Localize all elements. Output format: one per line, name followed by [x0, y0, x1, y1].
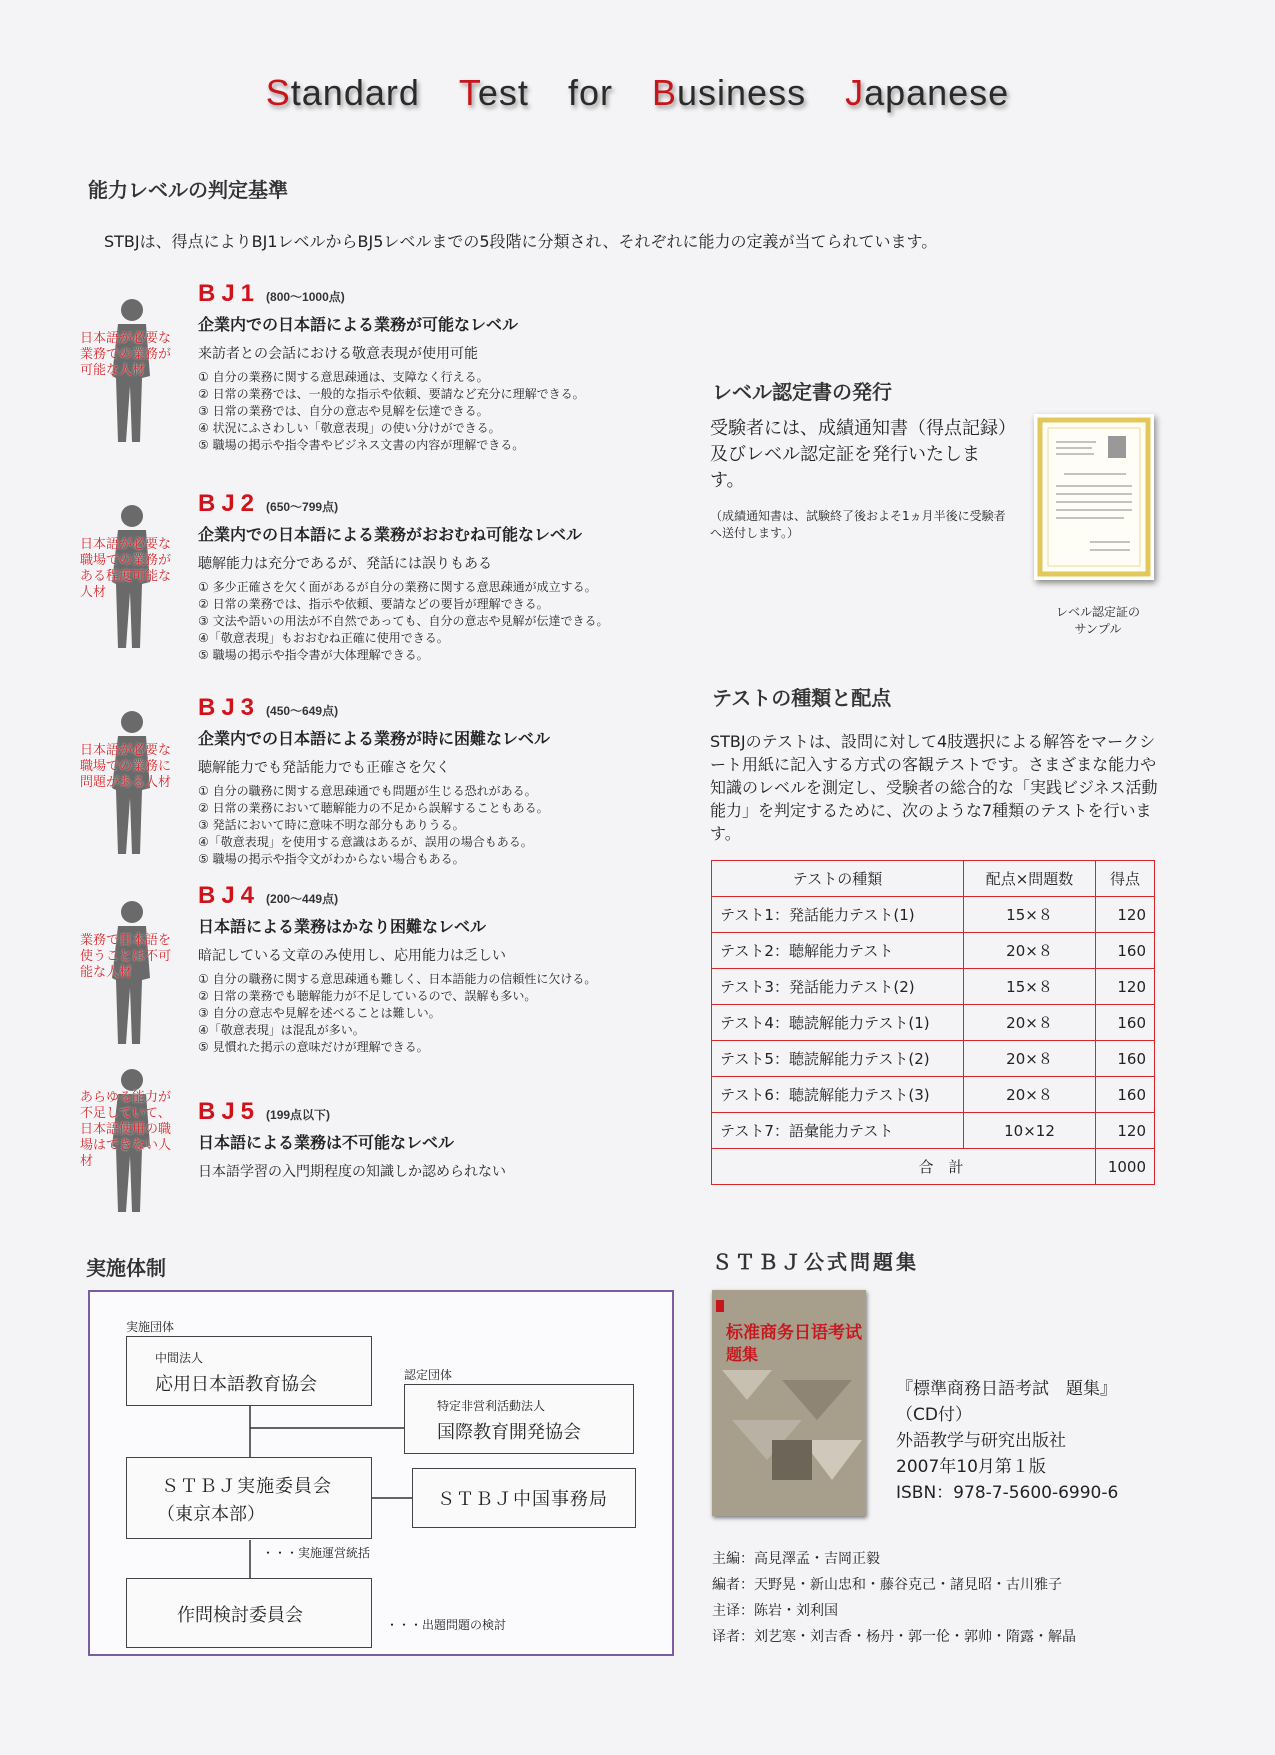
table-header-row [712, 861, 1155, 897]
question-note: ・・・出題問題の検討 [386, 1618, 507, 1632]
implementer-name: 応用日本語教育協会 [155, 1374, 317, 1395]
level-bj5 [198, 1098, 506, 1181]
level-item: ① 自分の職務に関する意思疎通も難しく、日本語能力の信頼性に欠ける。 [198, 972, 597, 986]
level-item: ⑤ 見慣れた掲示の意味だけが理解できる。 [198, 1040, 429, 1054]
level-summary: 暗記している文章のみ使用し、応用能力は乏しい [198, 948, 506, 964]
level-range: (200〜449点) [266, 892, 339, 906]
certifier-box [404, 1384, 634, 1454]
book-heading: ＳＴＢＪ公式問題集 [712, 1250, 919, 1274]
score-table [711, 860, 1155, 1185]
figure-label: 業務で日本語を使うことは不可能な人材 [80, 933, 172, 980]
level-range: (199点以下) [266, 1108, 331, 1122]
level-name: BJ3 [198, 694, 261, 721]
person-figure-bj1 [80, 296, 190, 446]
level-item: ② 日常の業務では、指示や依頼、要請などの要旨が理解できる。 [198, 597, 549, 611]
level-headline: 企業内での日本語による業務が可能なレベル [198, 315, 519, 334]
committee-name: ＳＴＢＪ実施委員会 [161, 1476, 332, 1497]
book-info [896, 1376, 1118, 1506]
criteria-heading: 能力レベルの判定基準 [88, 178, 288, 202]
level-name: BJ4 [198, 882, 261, 909]
book-credits [712, 1546, 1076, 1650]
certifier-name: 国際教育開発協会 [437, 1422, 581, 1443]
credit-line: 主編：高見澤孟・吉岡正毅 [712, 1551, 880, 1567]
level-bj4 [198, 882, 596, 1056]
table-row: テスト3：発話能力テスト(2) 15×８ 120 [712, 969, 1155, 1005]
table-row: テスト2：聴解能力テスト 20×８ 160 [712, 933, 1155, 969]
organization-heading: 実施体制 [86, 1256, 166, 1280]
implementer-label: 実施団体 [126, 1320, 175, 1334]
level-items [198, 971, 596, 1056]
level-item: ③ 発話において時に意味不明な部分もありうる。 [198, 818, 465, 832]
question-committee-name: 作問検討委員会 [177, 1605, 303, 1626]
book-title: 『標準商務日語考試 題集』 [896, 1379, 1117, 1399]
certificate-heading: レベル認定書の発行 [712, 380, 892, 404]
person-figure-bj3 [80, 708, 190, 858]
level-item: ④「敬意表現」は混乱が多い。 [198, 1023, 365, 1037]
level-bj3 [198, 694, 550, 868]
level-item: ④「敬意表現」もおおむね正確に使用できる。 [198, 631, 449, 645]
credit-line: 译者：刘艺寒・刘吉香・杨丹・郭一伦・郭帅・隋露・解晶 [712, 1629, 1076, 1645]
tests-body: STBJのテストは、設問に対して4肢選択による解答をマークシート用紙に記入する方式の客観テストです。さまざまな能力や知識のレベルを測定し、受験者の総合的な「実践ビジネス活動能力」を判定するために、次のような7種類のテストを行います。 [710, 732, 1158, 843]
book-edition: 2007年10月第１版 [896, 1457, 1046, 1477]
level-summary: 日本語学習の入門期程度の知識しか認められない [198, 1164, 506, 1180]
level-item: ⑤ 職場の掲示や指令文がわからない場合もある。 [198, 852, 465, 866]
level-item: ① 多少正確さを欠く面があるが自分の業務に関する意思疎通が成立する。 [198, 580, 597, 594]
question-committee-box [126, 1578, 372, 1648]
table-header: テストの種類 [712, 861, 964, 897]
level-summary: 聴解能力でも発話能力でも正確さを欠く [198, 760, 450, 776]
figure-label: 日本語が必要な職場での業務がある程度可能な人材 [80, 537, 172, 600]
person-figure-bj5 [80, 1066, 190, 1216]
level-item: ③ 自分の意志や見解を述べることは難しい。 [198, 1006, 441, 1020]
credit-line: 編者：天野晃・新山忠和・藤谷克己・諸見昭・古川雅子 [712, 1577, 1062, 1593]
person-figure-bj4 [80, 898, 190, 1048]
book-cover-title: 标准商务日语考试 [726, 1323, 862, 1343]
person-figure-bj2 [80, 502, 190, 652]
china-office-box [412, 1468, 636, 1528]
table-header: 得点 [1096, 861, 1155, 897]
level-range: (650〜799点) [266, 500, 339, 514]
table-row: テスト4：聴読解能力テスト(1) 20×８ 160 [712, 1005, 1155, 1041]
committee-location: （東京本部） [157, 1504, 265, 1525]
table-row: テスト6：聴読解能力テスト(3) 20×８ 160 [712, 1077, 1155, 1113]
book-publisher: 外語教学与研究出版社 [896, 1431, 1066, 1451]
table-row: テスト7：語彙能力テスト 10×12 120 [712, 1113, 1155, 1149]
level-item: ② 日常の業務において聴解能力の不足から誤解することもある。 [198, 801, 549, 815]
figure-label: 日本語が必要な職場での業務に問題がある人材 [80, 743, 172, 790]
table-row: テスト5：聴読解能力テスト(2) 20×８ 160 [712, 1041, 1155, 1077]
level-headline: 企業内での日本語による業務が時に困難なレベル [198, 729, 551, 748]
certifier-type: 特定非営利活動法人 [437, 1399, 546, 1413]
table-header: 配点×問題数 [964, 861, 1096, 897]
certificate-sample-image [1034, 414, 1154, 580]
certificate-note: （成績通知書は、試験終了後およそ1ヵ月半後に受験者へ送付します。） [710, 509, 1006, 540]
table-row: テスト1：発話能力テスト(1) 15×８ 120 [712, 897, 1155, 933]
certifier-label: 認定団体 [404, 1368, 453, 1382]
level-summary: 来訪者との会話における敬意表現が使用可能 [198, 346, 478, 362]
book-cover-subtitle: 题集 [726, 1345, 759, 1364]
credit-line: 主译：陈岩・刘利国 [712, 1603, 838, 1619]
level-item: ③ 文法や語いの用法が不自然であっても、自分の意志や見解が伝達できる。 [198, 614, 609, 628]
implementer-box [126, 1336, 372, 1406]
certificate-icon [1034, 414, 1154, 580]
total-value: 1000 [1096, 1149, 1155, 1185]
figure-label: 日本語が必要な業務での業務が可能な人材 [80, 331, 172, 378]
committee-box [126, 1457, 372, 1539]
level-range: (450〜649点) [266, 704, 339, 718]
level-item: ③ 日常の業務では、自分の意志や見解を伝達できる。 [198, 404, 489, 418]
level-item: ② 日常の業務でも聴解能力が不足しているので、誤解も多い。 [198, 989, 537, 1003]
book-cover-image [712, 1290, 866, 1516]
page-title: Standard Test for Business Japanese [265, 72, 1010, 113]
level-range: (800〜1000点) [266, 290, 345, 304]
level-headline: 企業内での日本語による業務がおおむね可能なレベル [198, 525, 583, 544]
level-item: ⑤ 職場の掲示や指令書やビジネス文書の内容が理解できる。 [198, 438, 525, 452]
level-item: ④「敬意表現」を使用する意識はあるが、誤用の場合もある。 [198, 835, 533, 849]
level-item: ⑤ 職場の掲示や指令書が大体理解できる。 [198, 648, 429, 662]
level-name: BJ1 [198, 280, 261, 307]
level-name: BJ2 [198, 490, 261, 517]
tests-heading: テストの種類と配点 [712, 686, 892, 710]
table-total-row [712, 1149, 1155, 1185]
level-name: BJ5 [198, 1098, 261, 1125]
level-item: ④ 状況にふさわしい「敬意表現」の使い分けができる。 [198, 421, 501, 435]
level-item: ① 自分の職務に関する意思疎通でも問題が生じる恐れがある。 [198, 784, 537, 798]
figure-label: あらゆる能力が不足していて、日本語使用の職場はできない人材 [80, 1090, 172, 1169]
level-item: ② 日常の業務では、一般的な指示や依頼、要請など充分に理解できる。 [198, 387, 585, 401]
organization-frame [88, 1290, 674, 1656]
committee-note: ・・・実施運営統括 [262, 1546, 371, 1560]
book-isbn: ISBN：978-7-5600-6990-6 [896, 1483, 1119, 1503]
certificate-body: 受験者には、成績通知書（得点記録）及びレベル認定証を発行いたします。 [710, 418, 1007, 491]
criteria-intro: STBJは、得点によりBJ1レベルからBJ5レベルまでの5段階に分類され、それぞれに能力の定義が当てられています。 [104, 232, 938, 251]
level-items [198, 579, 608, 664]
level-items [198, 783, 550, 868]
level-headline: 日本語による業務は不可能なレベル [198, 1133, 455, 1152]
implementer-type: 中間法人 [155, 1351, 204, 1365]
level-items [198, 369, 585, 454]
level-item: ① 自分の業務に関する意思疎通は、支障なく行える。 [198, 370, 489, 384]
level-summary: 聴解能力は充分であるが、発話には誤りもある [198, 556, 492, 572]
level-bj1 [198, 280, 585, 454]
level-bj2 [198, 490, 608, 664]
level-headline: 日本語による業務はかなり困難なレベル [198, 917, 487, 936]
book-cd: （CD付） [896, 1405, 972, 1425]
total-label: 合 計 [712, 1149, 964, 1185]
china-office-name: ＳＴＢＪ中国事務局 [437, 1489, 608, 1510]
certificate-caption: レベル認定証の サンプル [1055, 605, 1140, 636]
